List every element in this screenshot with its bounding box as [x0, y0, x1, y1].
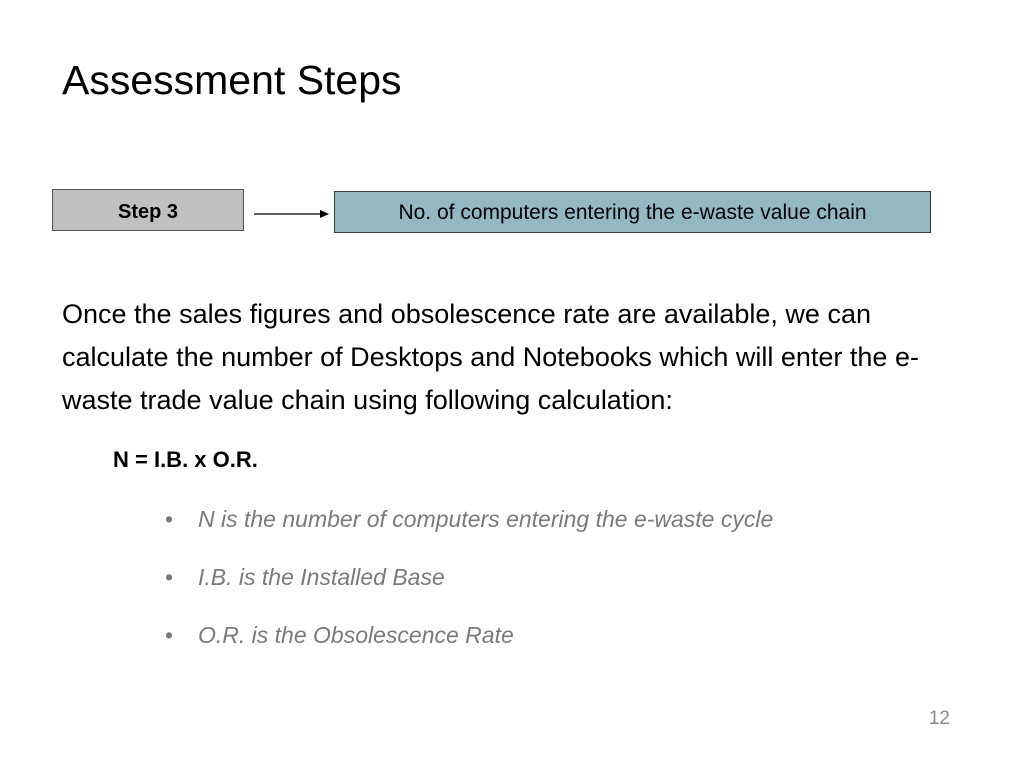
definition-item	[165, 561, 773, 619]
definition-text: I.B. is the Installed Base	[198, 564, 445, 590]
definition-item	[165, 619, 773, 677]
step-label-box: Step 3	[52, 189, 244, 231]
slide-number: 12	[928, 708, 950, 729]
formula: N = I.B. x O.R.	[113, 447, 258, 472]
definition-item	[165, 503, 773, 561]
intro-paragraph: Once the sales figures and obsolescence rate are available, we can calculate the number of Desktops and Notebooks which will enter the e-waste trade value chain using following calculation:	[62, 299, 919, 415]
bullet: •	[165, 622, 174, 648]
arrow-right-icon	[254, 207, 334, 221]
slide-title: Assessment Steps	[62, 57, 402, 103]
definition-list	[165, 503, 773, 677]
definition-text: O.R. is the Obsolescence Rate	[198, 622, 514, 648]
bullet: •	[165, 564, 174, 590]
step-result-box: No. of computers entering the e-waste value chain	[334, 191, 931, 233]
bullet: •	[165, 506, 174, 532]
definition-text: N is the number of computers entering the e-waste cycle	[198, 506, 774, 532]
